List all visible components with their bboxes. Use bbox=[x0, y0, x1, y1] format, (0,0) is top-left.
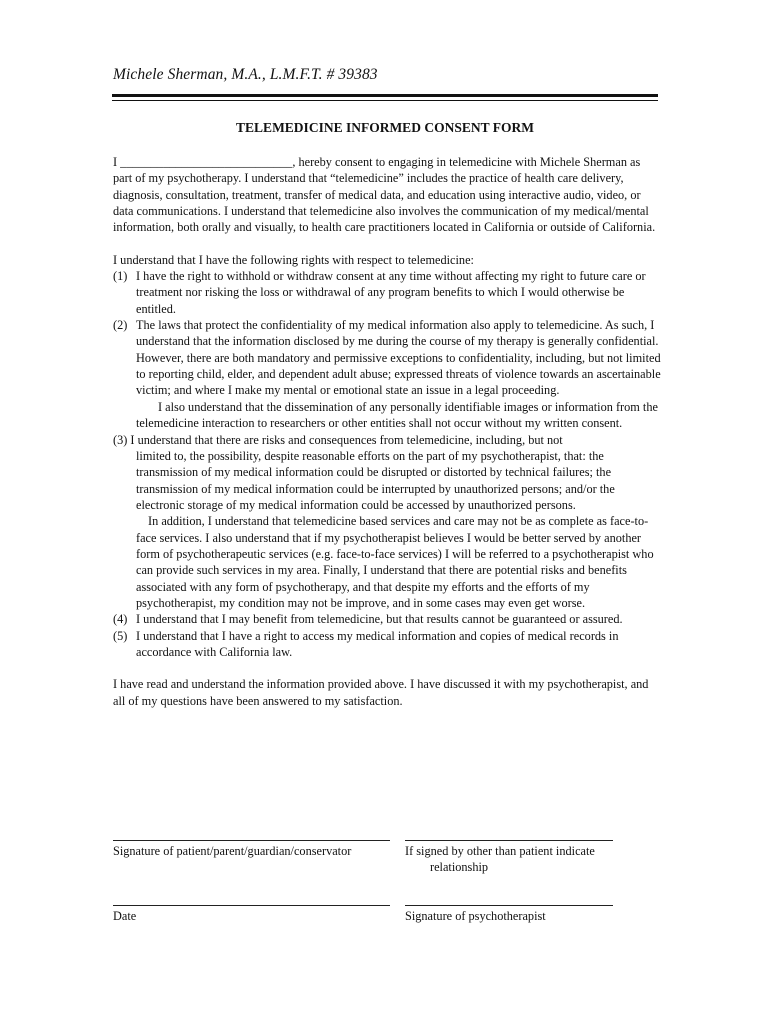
letterhead: Michele Sherman, M.A., L.M.F.T. # 39383 bbox=[113, 66, 378, 83]
date-line[interactable] bbox=[113, 905, 390, 906]
list-number: (5) bbox=[113, 628, 128, 643]
list-item-text: The laws that protect the confidentiality of my medical information also apply to telemedicine. As such, I understand that the information disclosed by me during the course of my therapy is generally confidential. However, there are both mandatory and permissive exceptions to confidentiality, including, but not limited to reporting child, elder, and dependent adult abuse; expressed threats of violence towards an ascertainable victim; and where I make my mental or emotional state an issue in a legal proceeding. bbox=[136, 318, 661, 398]
list-item-text: I understand that I have a right to access my medical information and copies of medical records in accordance with California law. bbox=[136, 628, 619, 659]
list-item-text: I have the right to withhold or withdraw consent at any time without affecting my right to future care or treatment nor risking the loss or withdrawal of any program benefits to which I would otherwise be entitled. bbox=[136, 269, 646, 316]
closing-paragraph: I have read and understand the information provided above. I have discussed it with my psychotherapist, and all of my questions have been answered to my satisfaction. bbox=[113, 677, 649, 708]
rights-intro: I understand that I have the following rights with respect to telemedicine: bbox=[113, 252, 474, 267]
date-label: Date bbox=[113, 909, 137, 923]
patient-signature-label: Signature of patient/parent/guardian/conservator bbox=[113, 844, 352, 858]
list-item-4 bbox=[113, 611, 661, 627]
list-item-3 bbox=[113, 432, 661, 612]
list-item-text: (3) I understand that there are risks and consequences from telemedicine, including, but not bbox=[113, 432, 563, 447]
list-item-1 bbox=[113, 268, 661, 317]
list-number: (2) bbox=[113, 318, 128, 333]
relationship-label: If signed by other than patient indicate bbox=[405, 844, 595, 858]
psychotherapist-signature-label: Signature of psychotherapist bbox=[405, 909, 546, 923]
relationship-label-continued: relationship bbox=[430, 860, 489, 874]
header-rule-thin bbox=[112, 100, 658, 101]
patient-signature-line[interactable] bbox=[113, 840, 390, 841]
psychotherapist-signature-line[interactable] bbox=[405, 905, 613, 906]
list-item-text-continued: I also understand that the dissemination of any personally identifiable images or information from the telemedicine interaction to researchers or other entities shall not occur without my written consent. bbox=[136, 399, 658, 431]
list-item-text-continued: In addition, I understand that telemedicine based services and care may not be as complete as face-to-face services. I also understand that if my psychotherapist believes I would be better served by another form of psychotherapeutic services (e.g. face-to-face services) I will be referred to a psychotherapist who can provide such services in my area. Finally, I understand that there are potential risks and benefits associated with any form of psychotherapy, and that despite my efforts and the efforts of my psychotherapist, my condition may not be improve, and in some cases may even get worse. bbox=[136, 514, 654, 610]
intro-paragraph: I ____________________________, hereby consent to engaging in telemedicine with Michele Sherman as part of my psychotherapy. I understand that “telemedicine” includes the practice of health care delivery, diagnosis, consultation, treatment, transfer of medical data, and education using interactive audio, video, or data communications. I understand that telemedicine also involves the communication of my medical/mental information, both orally and visually, to health care practitioners located in California or outside of California. bbox=[113, 155, 656, 235]
list-item-text: I understand that I may benefit from telemedicine, but that results cannot be guaranteed or assured. bbox=[136, 612, 623, 627]
list-number: (1) bbox=[113, 269, 128, 284]
form-body bbox=[113, 154, 661, 709]
list-number: (4) bbox=[113, 612, 128, 627]
list-item-text-continued: limited to, the possibility, despite reasonable efforts on the part of my psychotherapist, that: the transmission of my medical information could be disrupted or distorted by technical failures; the transmission of my medical information could be interrupted by unauthorized persons; and/or the electronic storage of my medical information could be accessed by unauthorized persons. bbox=[136, 448, 615, 512]
list-item-5 bbox=[113, 628, 661, 661]
form-title: TELEMEDICINE INFORMED CONSENT FORM bbox=[236, 120, 534, 135]
relationship-line[interactable] bbox=[405, 840, 613, 841]
header-rule-thick bbox=[112, 94, 658, 97]
list-item-2 bbox=[113, 317, 661, 431]
